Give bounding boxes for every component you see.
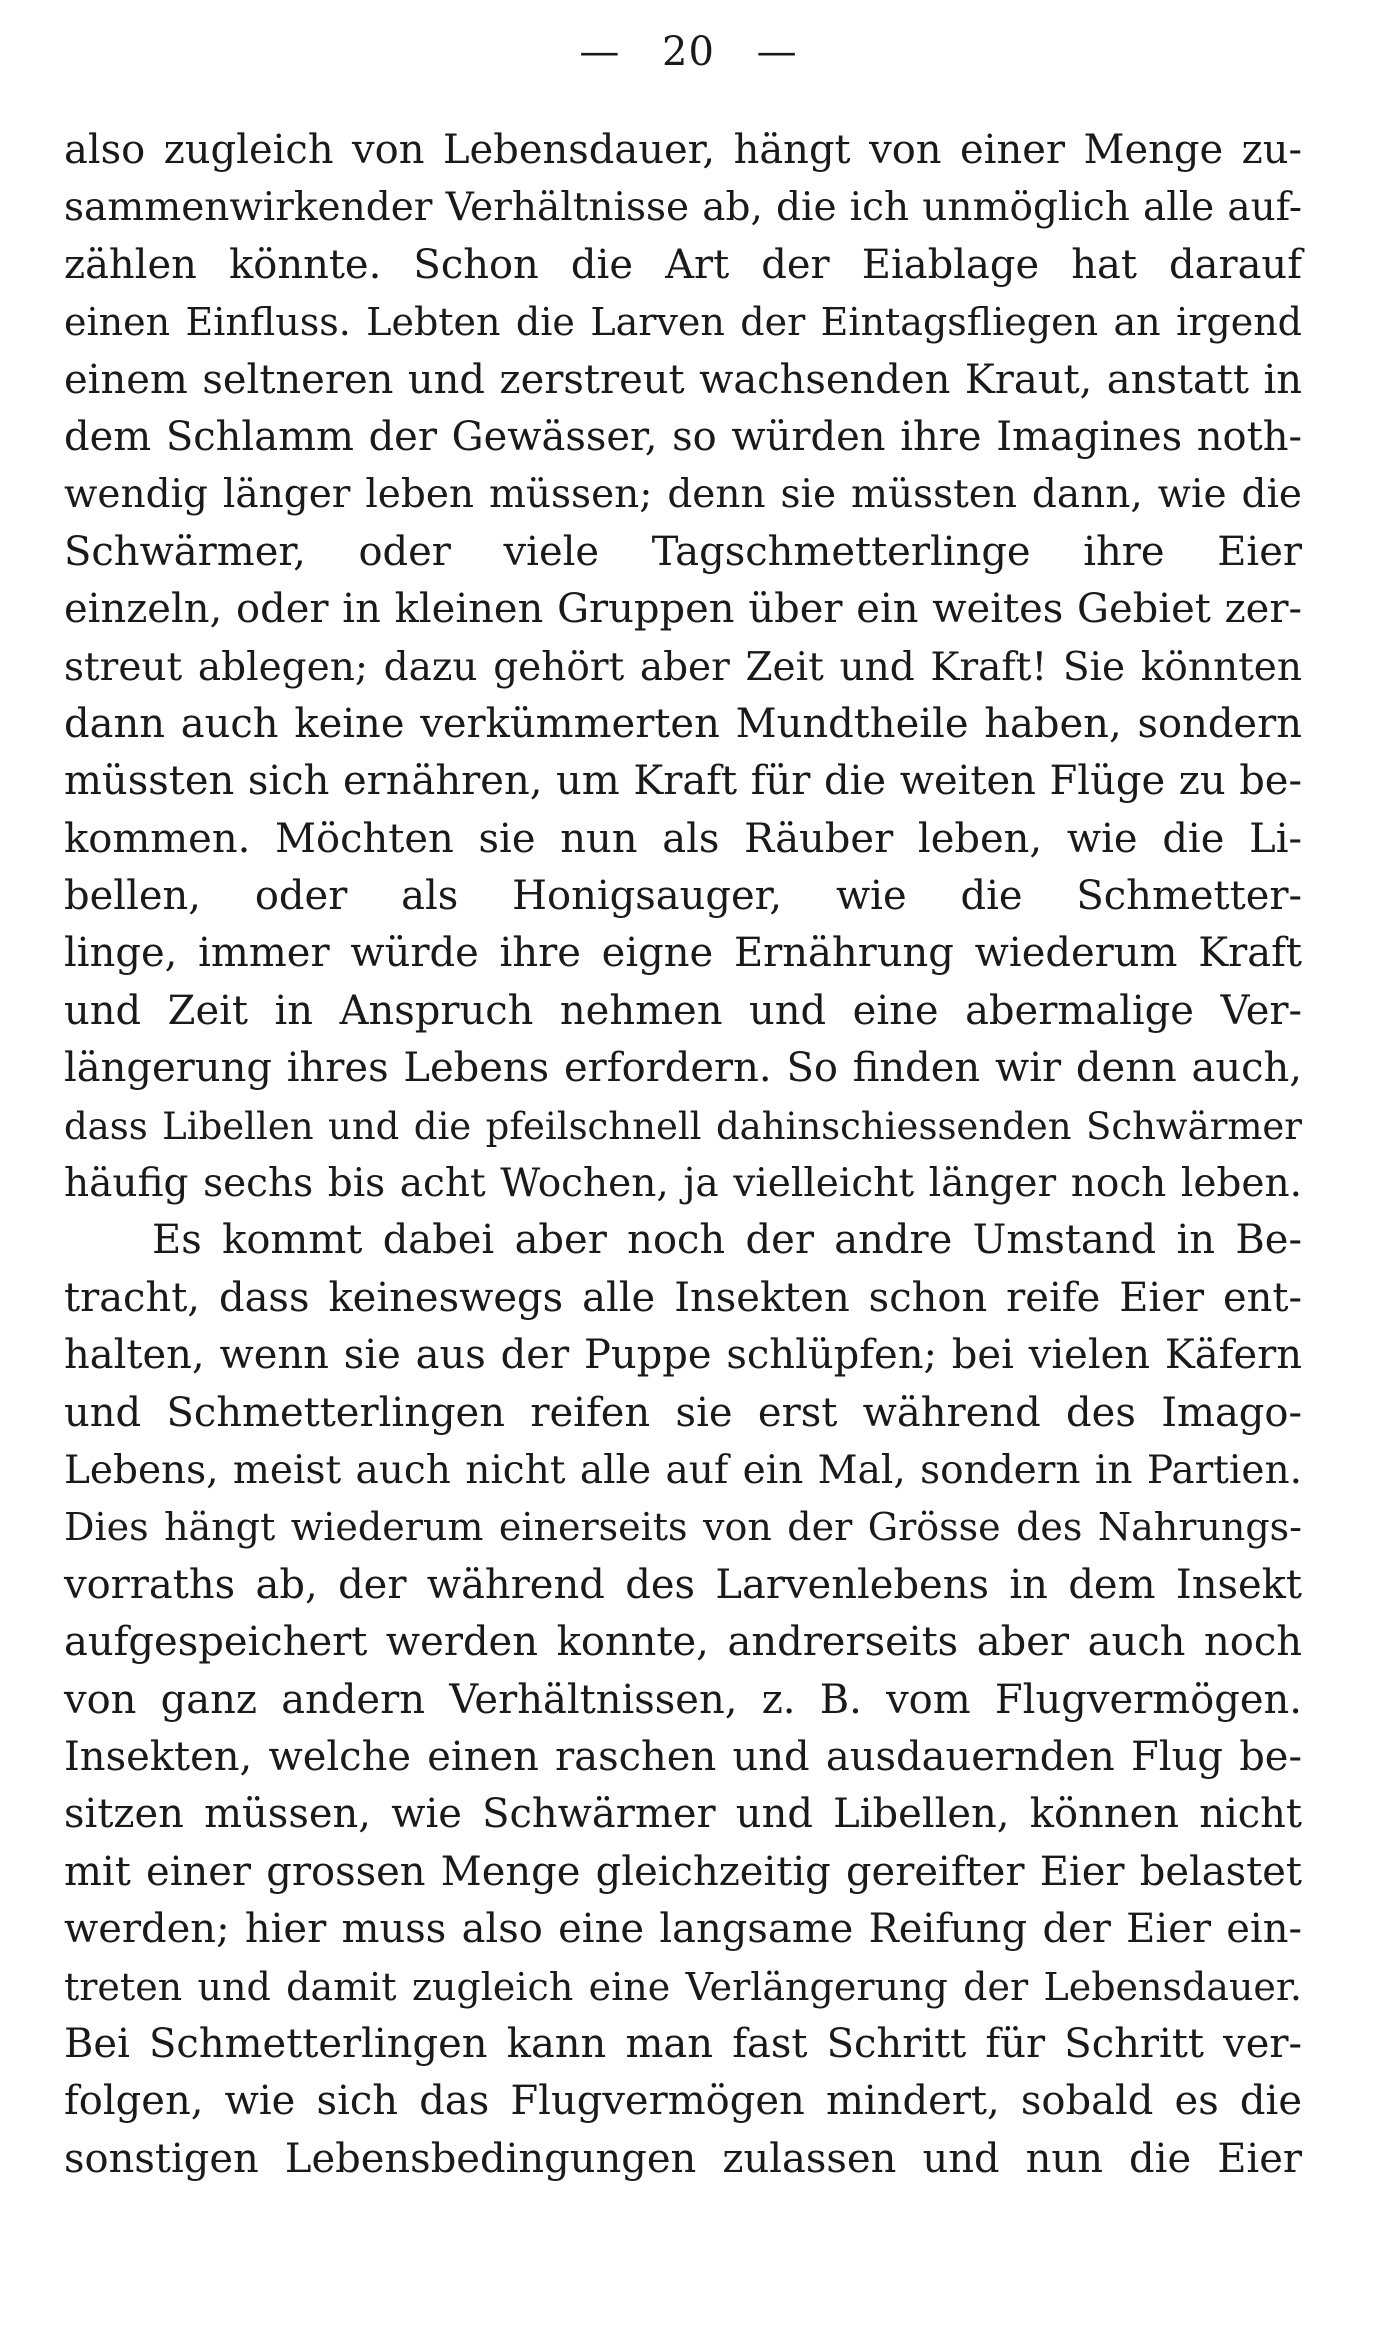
text-line: sitzen müssen, wie Schwärmer und Libellen, können nicht — [64, 1791, 1302, 1838]
text-line: linge, immer würde ihre eigne Ernährung wiederum Kraft — [64, 930, 1302, 977]
text-line: Bei Schmetterlingen kann man fast Schritt für Schritt ver- — [64, 2020, 1302, 2067]
text-line: tracht, dass keineswegs alle Insekten schon reife Eier ent- — [64, 1274, 1302, 1321]
text-line: dass Libellen und die pfeilschnell dahinschiessenden Schwärmer — [64, 1104, 1302, 1148]
text-line: müssten sich ernähren, um Kraft für die weiten Flüge zu be- — [64, 758, 1302, 805]
text-line: Dies hängt wiederum einerseits von der Grösse des Nahrungs- — [64, 1505, 1302, 1550]
text-line: dem Schlamm der Gewässer, so würden ihre Imagines noth- — [64, 413, 1302, 460]
text-line: Schwärmer, oder viele Tagschmetterlinge ihre Eier — [64, 528, 1302, 575]
text-line: sonstigen Lebensbedingungen zulassen und nun die Eier — [64, 2135, 1302, 2182]
text-line: längerung ihres Lebens erfordern. So finden wir denn auch, — [64, 1045, 1302, 1092]
text-line: Lebens, meist auch nicht alle auf ein Mal, sondern in Partien. — [64, 1447, 1302, 1493]
header-dash-left: — — [579, 29, 621, 75]
text-line: also zugleich von Lebensdauer, hängt von einer Menge zu- — [64, 127, 1302, 173]
text-line: einem seltneren und zerstreut wachsenden Kraut, anstatt in — [64, 356, 1302, 403]
text-line: vorraths ab, der während des Larvenlebens in dem Insekt — [64, 1561, 1302, 1608]
text-line: dann auch keine verkümmerten Mundtheile haben, sondern — [64, 700, 1302, 747]
text-line: kommen. Möchten sie nun als Räuber leben, wie die Li- — [64, 815, 1302, 862]
text-line: folgen, wie sich das Flugvermögen mindert, sobald es die — [64, 2078, 1302, 2125]
page-number: 20 — [662, 29, 715, 75]
text-line: häufig sechs bis acht Wochen, ja vielleicht länger noch leben. — [64, 1161, 1302, 1207]
text-line: und Schmetterlingen reifen sie erst während des Imago- — [64, 1389, 1302, 1436]
text-line: und Zeit in Anspruch nehmen und eine abermalige Ver- — [64, 987, 1302, 1034]
page-header — [0, 24, 1377, 80]
text-line: einzeln, oder in kleinen Gruppen über ein weites Gebiet zer- — [64, 586, 1302, 633]
text-line: bellen, oder als Honigsauger, wie die Schmetter- — [64, 873, 1302, 920]
text-line: mit einer grossen Menge gleichzeitig gereifter Eier belastet — [64, 1848, 1302, 1895]
paragraph-start-line: Es kommt dabei aber noch der andre Umstand in Be- — [152, 1217, 1302, 1264]
text-line: von ganz andern Verhältnissen, z. B. vom Flugvermögen. — [64, 1676, 1302, 1723]
text-line: zählen könnte. Schon die Art der Eiablage hat darauf — [64, 241, 1302, 288]
text-line: treten und damit zugleich eine Verlängerung der Lebensdauer. — [64, 1964, 1302, 2009]
text-line: sammenwirkender Verhältnisse ab, die ich unmöglich alle auf- — [64, 185, 1302, 231]
text-line: wendig länger leben müssen; denn sie müssten dann, wie die — [64, 472, 1302, 518]
text-line: einen Einfluss. Lebten die Larven der Eintagsfliegen an irgend — [64, 300, 1302, 345]
text-line: werden; hier muss also eine langsame Reifung der Eier ein- — [64, 1906, 1302, 1953]
header-dash-right: — — [756, 29, 798, 75]
text-line: halten, wenn sie aus der Puppe schlüpfen; bei vielen Käfern — [64, 1332, 1302, 1379]
text-line: aufgespeichert werden konnte, andrerseits aber auch noch — [64, 1619, 1302, 1666]
text-line: streut ablegen; dazu gehört aber Zeit und Kraft! Sie könnten — [64, 644, 1302, 690]
body-text — [64, 122, 1302, 2188]
text-line: Insekten, welche einen raschen und ausdauernden Flug be- — [64, 1733, 1302, 1780]
